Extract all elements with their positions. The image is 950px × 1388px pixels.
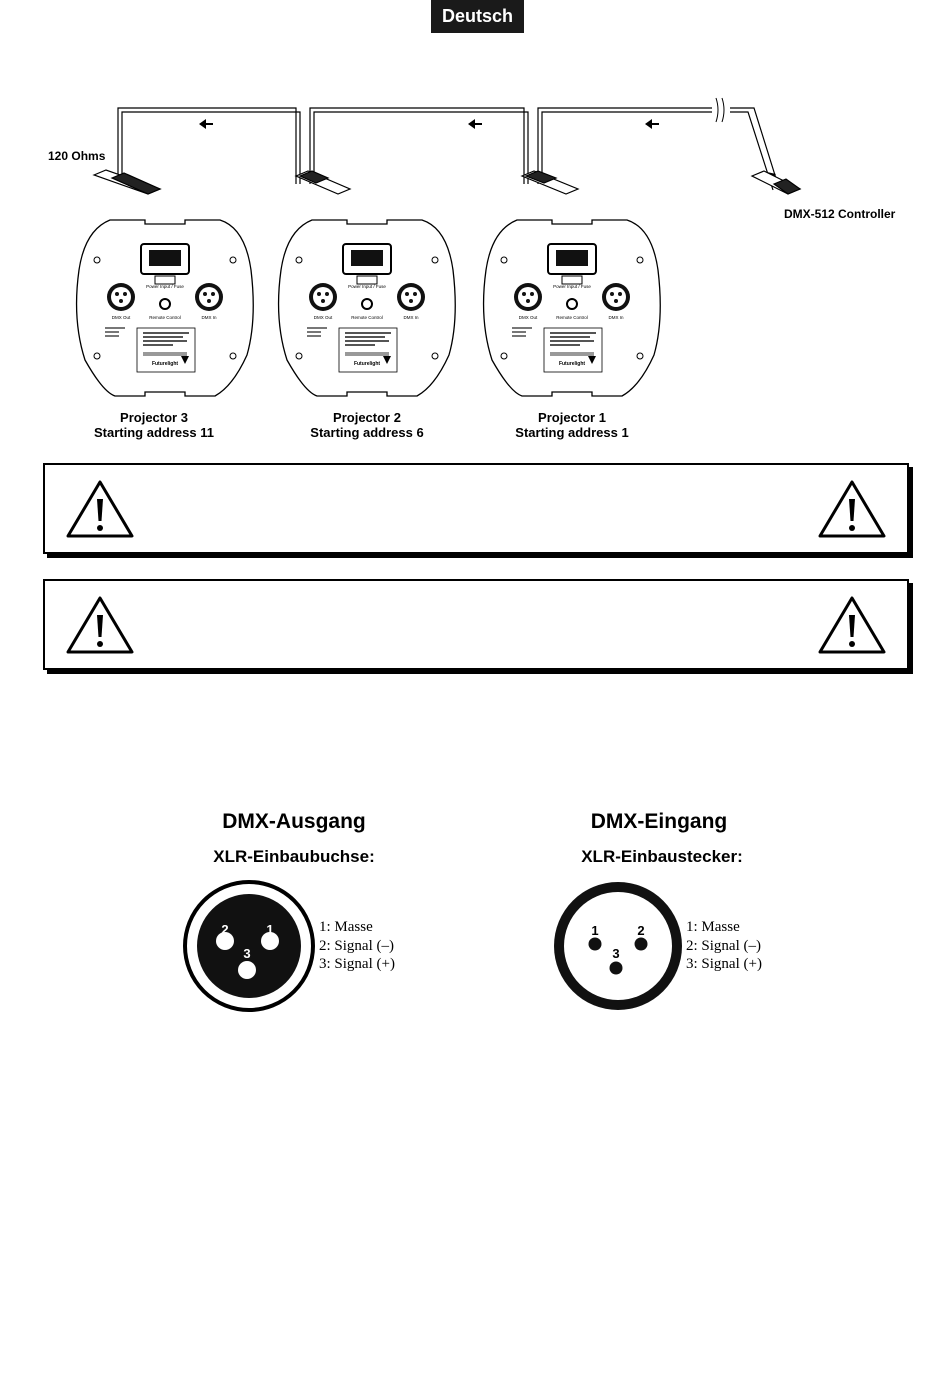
xlr-plugs (94, 170, 800, 194)
warning-icon (65, 595, 135, 655)
warning-icon (65, 479, 135, 539)
projector-1-caption (482, 410, 662, 440)
warning-box-1 (43, 463, 909, 554)
dmx-in-label: DMX In (403, 315, 419, 320)
xlr-male-plug-icon (552, 880, 684, 1012)
language-badge: Deutsch (431, 0, 524, 33)
projector-3-panel (77, 220, 254, 396)
dmx-in-label: DMX In (201, 315, 217, 320)
remote-control-label: Remote Control (351, 315, 383, 320)
dmx-output-legend (319, 918, 395, 974)
pin-label: 2 (221, 922, 229, 937)
legend-line: 2: Signal (–) (686, 937, 761, 954)
projector-3-caption (64, 410, 244, 440)
dmx-out-label: DMX Out (518, 315, 538, 320)
legend-line: 3: Signal (+) (686, 956, 762, 972)
dmx-input-subtitle: XLR-Einbaustecker: (581, 847, 743, 866)
projector-name: Projector 1 (538, 410, 606, 425)
remote-control-label: Remote Control (149, 315, 181, 320)
dmx-out-label: DMX Out (111, 315, 131, 320)
signal-direction-arrows (199, 119, 780, 186)
controller-label: DMX-512 Controller (784, 207, 896, 221)
brand-label: Futurelight (151, 361, 179, 367)
legend-line: 1: Masse (686, 919, 740, 935)
warning-icon (817, 479, 887, 539)
brand-label: Futurelight (558, 361, 586, 367)
remote-control-label: Remote Control (556, 315, 588, 320)
dmx-cable (118, 98, 779, 190)
projector-2-panel (279, 220, 456, 396)
dmx-out-label: DMX Out (313, 315, 333, 320)
projector-name: Projector 3 (120, 410, 188, 425)
terminator-label: 120 Ohms (48, 149, 106, 163)
warning-box-2 (43, 579, 909, 670)
legend-line: 2: Signal (–) (319, 937, 394, 954)
dmx-input-title: DMX-Eingang (590, 810, 728, 833)
projector-name: Projector 2 (333, 410, 401, 425)
pin-label: 2 (637, 923, 645, 938)
pin-label: 1 (266, 922, 274, 937)
dmx-wiring-diagram (0, 80, 950, 440)
projector-address: Starting address 11 (94, 425, 214, 440)
pin-label: 1 (591, 923, 599, 938)
projector-address: Starting address 6 (310, 425, 424, 440)
pin-label: 3 (243, 946, 251, 961)
dmx-output-subtitle: XLR-Einbaubuchse: (213, 847, 375, 866)
power-input-label: Power Input / Fuse (146, 284, 184, 289)
pin-label: 3 (612, 946, 620, 961)
warning-icon (817, 595, 887, 655)
legend-line: 3: Signal (+) (319, 956, 395, 972)
legend-line: 1: Masse (319, 919, 373, 935)
dmx-input-legend (686, 918, 762, 974)
brand-label: Futurelight (353, 361, 381, 367)
projector-2-caption (277, 410, 457, 440)
projector-1-panel (484, 220, 661, 396)
dmx-output-title: DMX-Ausgang (222, 810, 366, 833)
xlr-female-socket-icon (183, 880, 315, 1012)
projector-address: Starting address 1 (515, 425, 629, 440)
power-input-label: Power Input / Fuse (553, 284, 591, 289)
power-input-label: Power Input / Fuse (348, 284, 386, 289)
dmx-in-label: DMX In (608, 315, 624, 320)
